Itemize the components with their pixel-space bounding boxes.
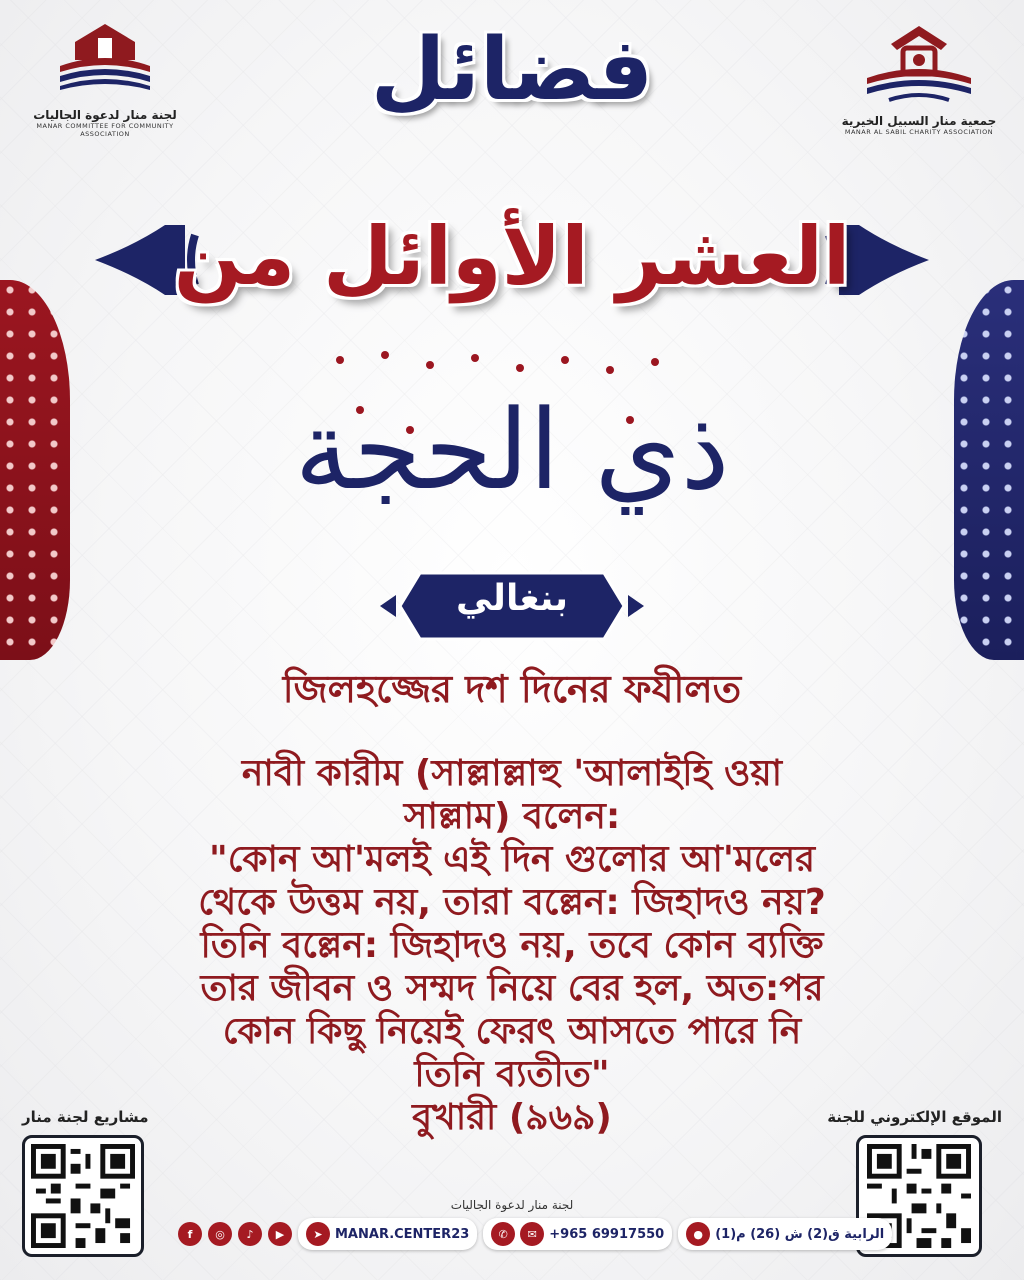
hadith-line: সাল্লাম) বলেন: bbox=[403, 796, 621, 837]
hadith-line: "কোন আ'মলই এই দিন গুলোর আ'মলের bbox=[208, 839, 816, 880]
phone-pill[interactable] bbox=[483, 1218, 672, 1250]
social-handle: MANAR.CENTER23 bbox=[335, 1226, 470, 1242]
hadith-line: কোন কিছু নিয়েই ফেরৎ আসতে পারে নি bbox=[222, 1011, 802, 1052]
hadith-line: তার জীবন ও সম্মদ নিয়ে বের হল, অত:পর bbox=[200, 968, 824, 1009]
facebook-icon[interactable]: f bbox=[178, 1222, 202, 1246]
qr-left-label: مشاريع لجنة منار bbox=[22, 1108, 149, 1126]
hadith-line: নাবী কারীম (সাল্লাল্লাহু 'আলাইহি ওয়া bbox=[241, 753, 783, 794]
hadith-line: তিনি ব্যতীত" bbox=[414, 1054, 610, 1095]
hadith-text bbox=[150, 752, 874, 1139]
hadith-line: থেকে উত্তম নয়, তারা বল্লেন: জিহাদও নয়? bbox=[198, 882, 826, 923]
instagram-icon[interactable]: ◎ bbox=[208, 1222, 232, 1246]
logo-left-en: MANAR COMMITTEE FOR COMMUNITY ASSOCIATION bbox=[36, 122, 174, 138]
calligraphy-title: ذي الحجة bbox=[294, 386, 730, 514]
page-title: فضائل bbox=[370, 20, 654, 120]
phone-icon: ✆ bbox=[491, 1222, 515, 1246]
hadith-line: তিনি বল্লেন: জিহাদও নয়, তবে কোন ব্যক্তি bbox=[200, 925, 824, 966]
phone-number: +965 69917550 bbox=[549, 1226, 665, 1242]
address-pill[interactable] bbox=[678, 1218, 892, 1250]
language-badge: بنغالي bbox=[456, 578, 568, 619]
youtube-icon[interactable]: ▶ bbox=[268, 1222, 292, 1246]
address-text: الرابية ق(2) ش (26) م(1) bbox=[715, 1226, 885, 1242]
telegram-icon: ➤ bbox=[306, 1222, 330, 1246]
location-icon: ● bbox=[686, 1222, 710, 1246]
qr-code-projects[interactable] bbox=[22, 1135, 144, 1257]
banner-heading: العشر الأوائل من bbox=[173, 210, 851, 303]
logo-right-en: MANAR AL SABIL CHARITY ASSOCIATION bbox=[844, 128, 994, 136]
qr-code-icon bbox=[31, 1144, 135, 1248]
handle-pill[interactable] bbox=[298, 1218, 477, 1250]
tiktok-icon[interactable]: ♪ bbox=[238, 1222, 262, 1246]
content-subtitle: জিলহজ্জের দশ দিনের ফযীলত bbox=[282, 667, 742, 711]
qr-right-label: الموقع الإلكتروني للجنة bbox=[827, 1108, 1002, 1126]
whatsapp-icon: ✉ bbox=[520, 1222, 544, 1246]
footer-org-name: لجنة منار لدعوة الجاليات bbox=[450, 1198, 574, 1212]
hadith-source: বুখারী (৯৬৯) bbox=[412, 1097, 612, 1138]
logo-left-name: لجنة منار لدعوة الجاليات bbox=[33, 108, 177, 122]
footer-contact-bar bbox=[178, 1215, 885, 1253]
logo-right-name: جمعية منار السبيل الخيرية bbox=[841, 114, 997, 128]
